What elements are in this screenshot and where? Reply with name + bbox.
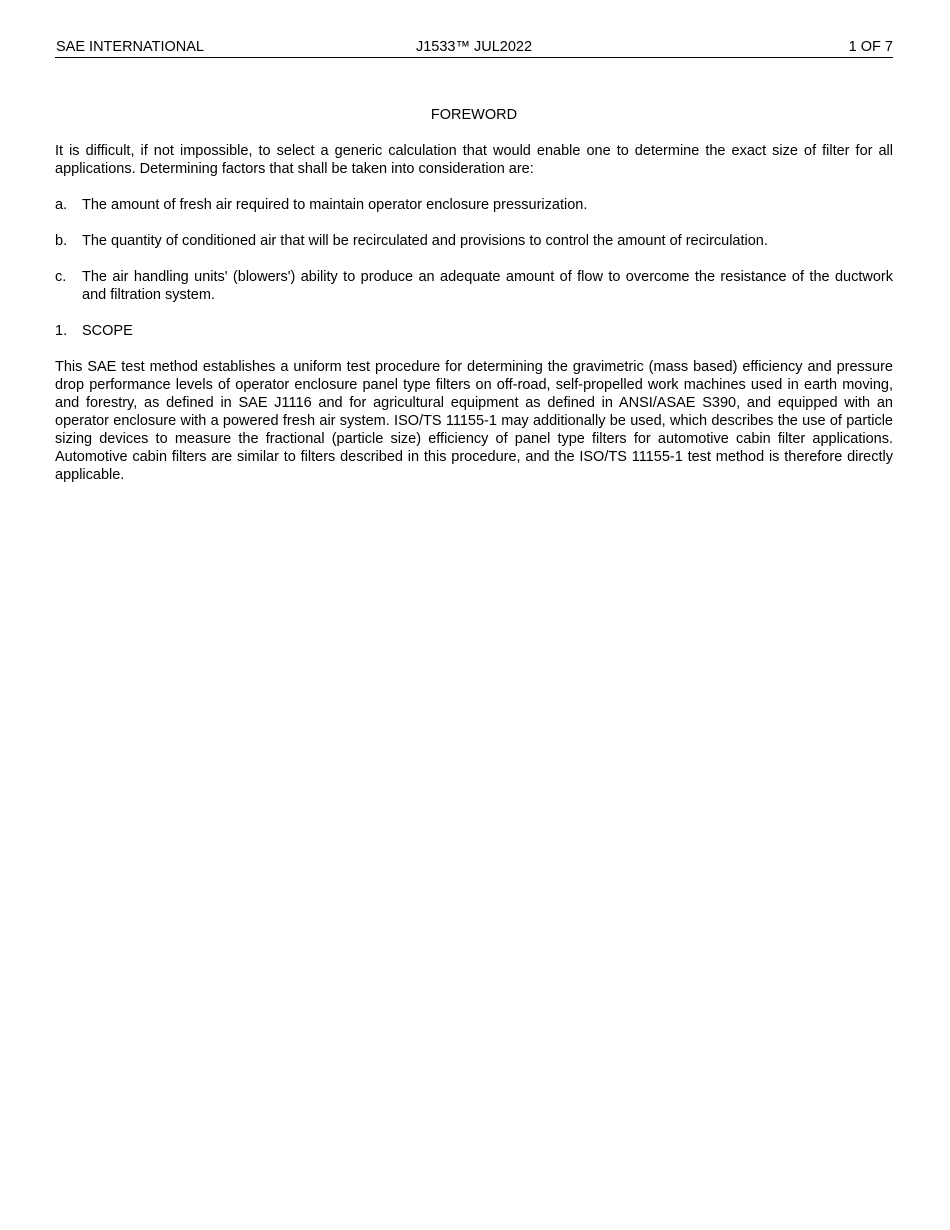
scope-paragraph: This SAE test method establishes a uniform test procedure for determining the gravimetric (mass based) efficiency and pressure drop performance levels of operator enclosure panel type filters on off-road, self-propelled work machines used in earth moving, and forestry, as defined in SAE J1116 and for agricultural equipment as defined in ANSI/ASAE S390, and equipped with an operator enclosure with a powered fresh air system. ISO/TS 11155-1 may additionally be used, which describes the use of particle sizing devices to measure the fractional (particle size) efficiency of panel type filters for automotive cabin filter applications. Automotive cabin filters are similar to filters described in this procedure, and the ISO/TS 11155-1 test method is therefore directly applicable. — [55, 359, 893, 483]
header-organization: SAE INTERNATIONAL — [56, 39, 204, 55]
header-document-id: J1533™ JUL2022 — [415, 39, 533, 55]
scope-heading — [55, 322, 893, 340]
document-page — [55, 38, 893, 484]
foreword-list-item-b — [55, 232, 893, 250]
section-title: SCOPE — [82, 323, 133, 339]
list-item-text: The quantity of conditioned air that will be recirculated and provisions to control the amount of recirculation. — [82, 233, 768, 249]
list-item-text: The amount of fresh air required to maintain operator enclosure pressurization. — [82, 197, 588, 213]
list-marker: a. — [55, 197, 68, 213]
header-page-number: 1 OF 7 — [848, 39, 893, 55]
page-header — [55, 38, 893, 58]
foreword-list-item-a — [55, 196, 893, 214]
list-marker: b. — [55, 233, 68, 249]
foreword-list-item-c — [55, 268, 893, 304]
section-number: 1. — [55, 323, 68, 339]
list-marker: c. — [55, 269, 67, 285]
list-item-text: The air handling units' (blowers') ability to produce an adequate amount of flow to overcome the resistance of the ductwork and filtration system. — [82, 269, 893, 303]
foreword-intro: It is difficult, if not impossible, to select a generic calculation that would enable one to determine the exact size of filter for all applications. Determining factors that shall be taken into consideration are: — [55, 143, 893, 177]
foreword-heading: FOREWORD — [430, 107, 518, 123]
